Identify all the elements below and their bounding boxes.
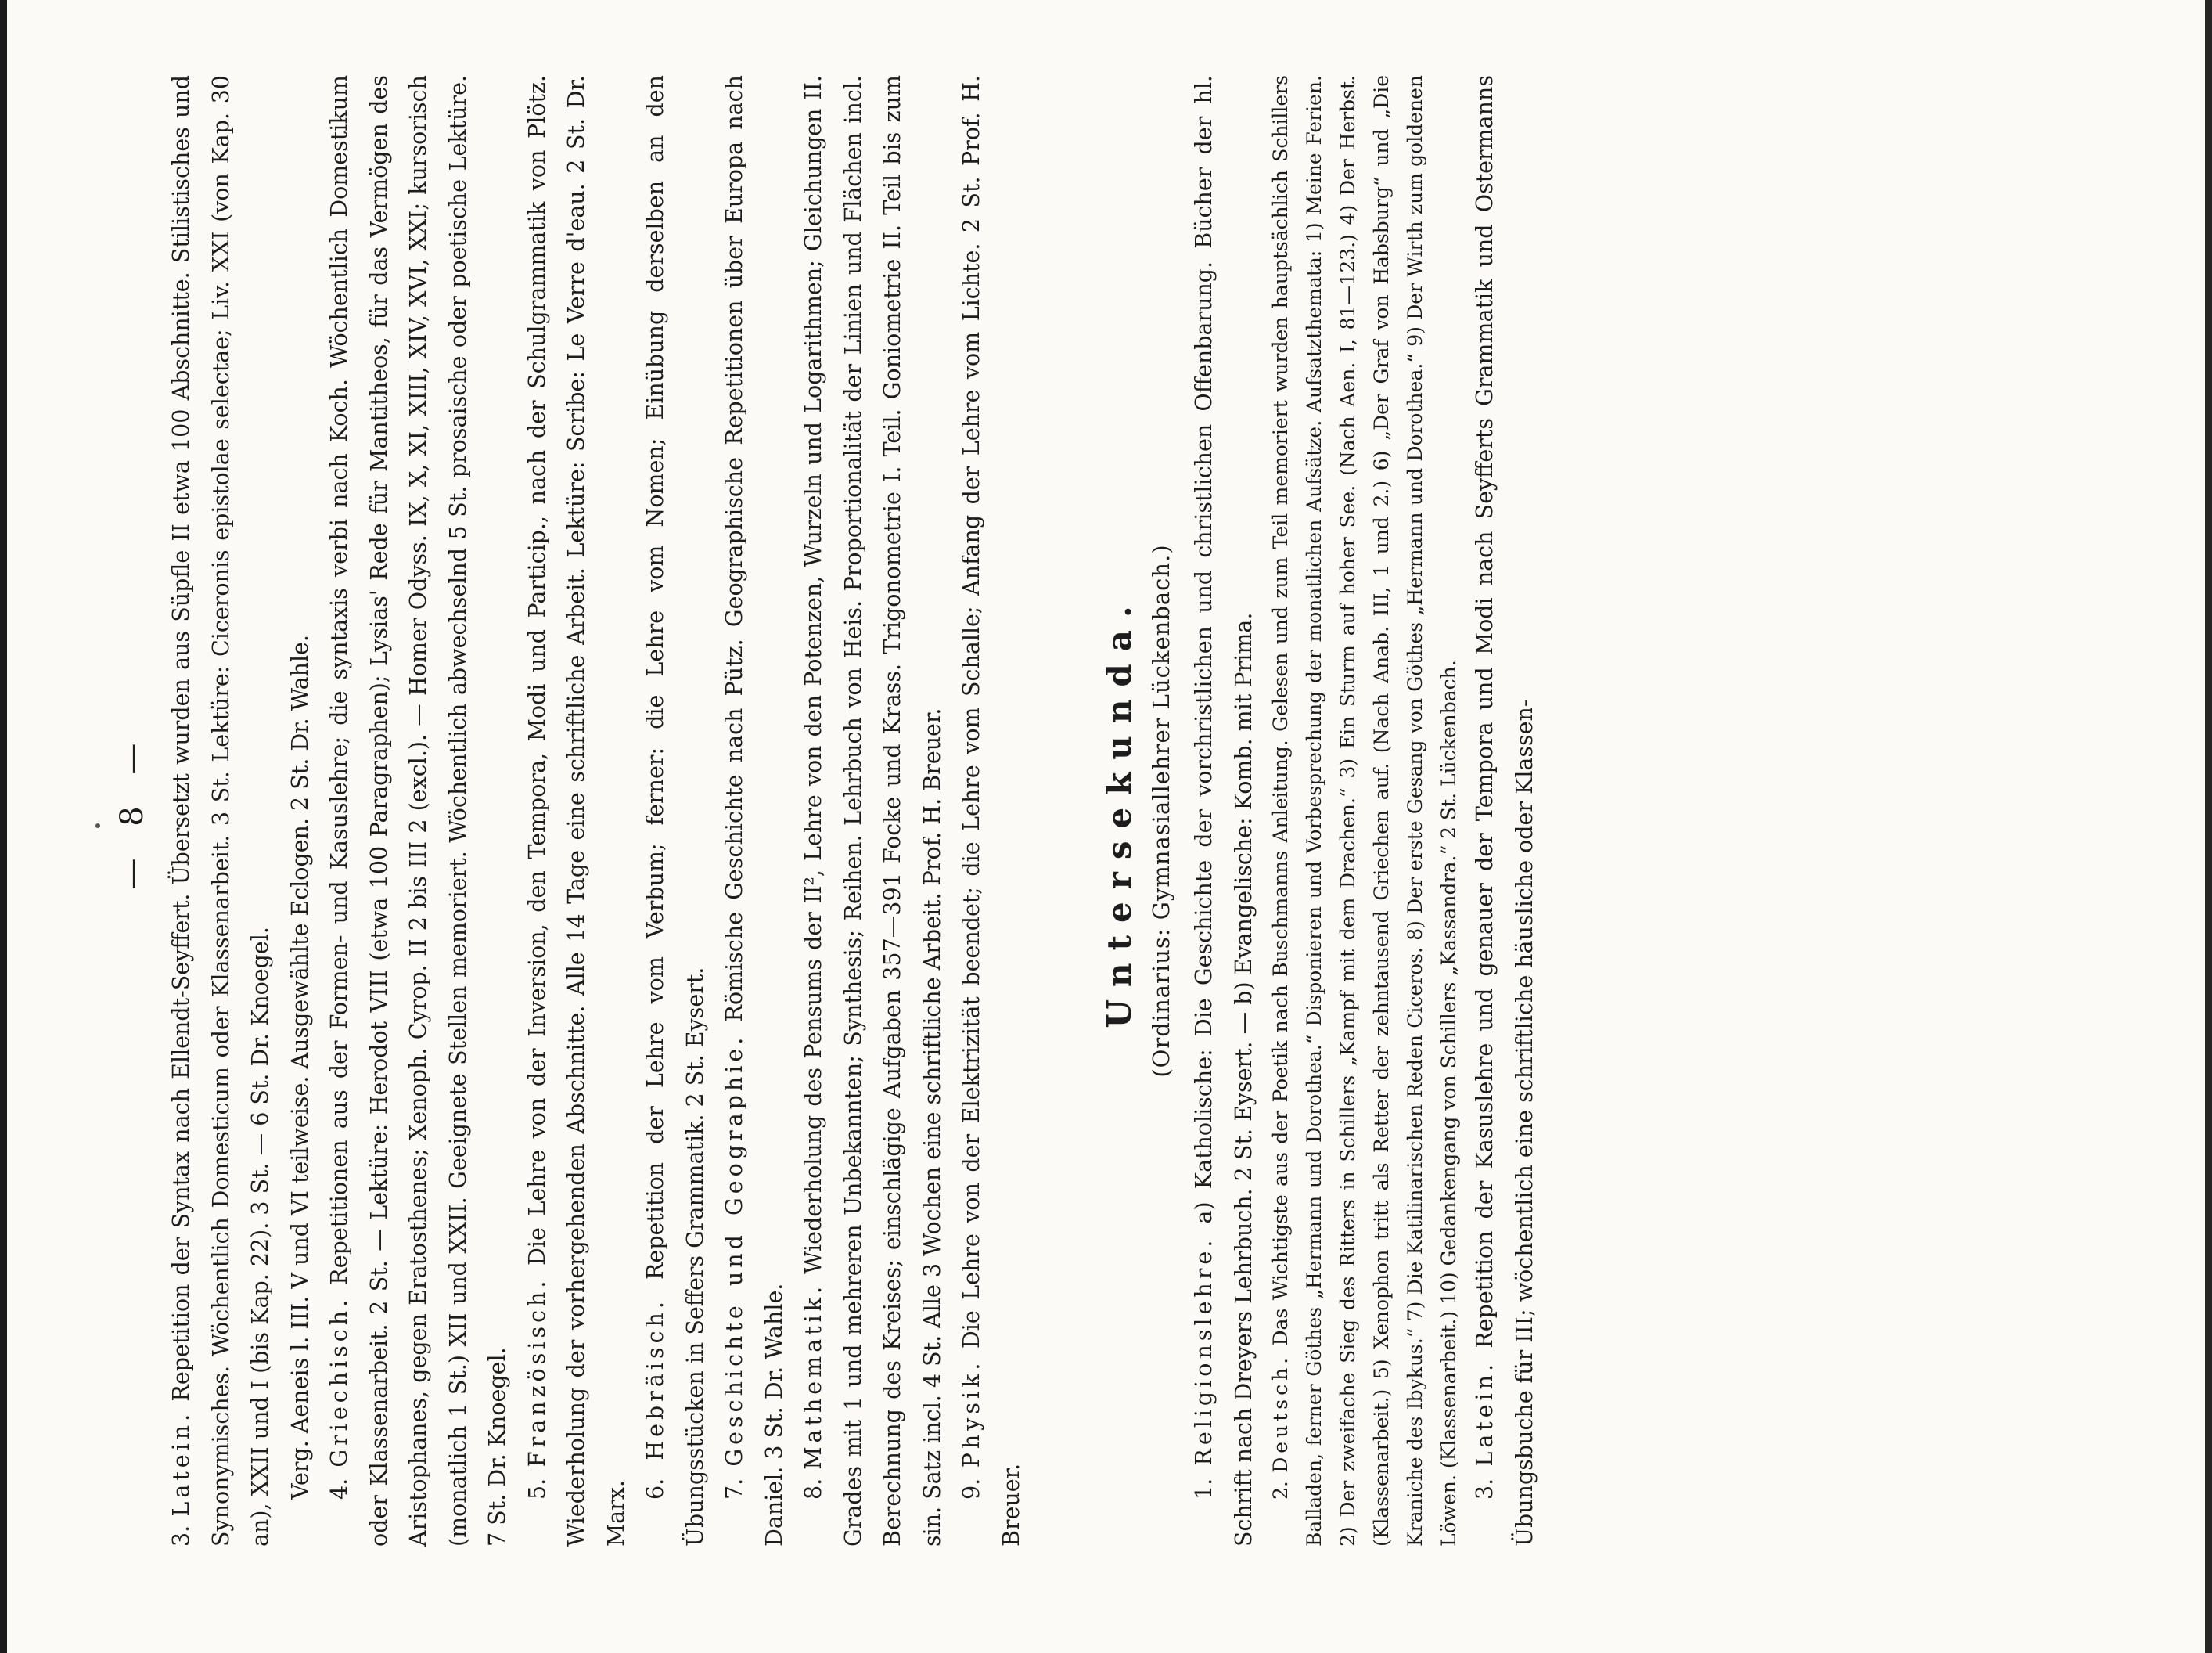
scan-edge-right (2205, 0, 2212, 1653)
paragraph-greek (320, 75, 518, 1547)
scan-edge-left (0, 0, 7, 1653)
paragraph-body: Repetition der Syntax nach Ellendt-Seyffert. Übersetzt wurden aus Süpfle II etwa 100 Abschnitte. Stilistisches und Synonymisches. Wöchentlich Domesticum oder Klassenarbeit. 3 St. Lektüre: Ciceronis epistolae selectae; Liv. XXI (von Kap. 30 an), XXII und I (bis Kap. 22). 3 St. — 6 St. Dr. Knoegel. (168, 74, 273, 1547)
subject-title: Physik. (959, 1359, 984, 1468)
paragraph-number: 1. (1191, 1478, 1217, 1500)
paragraph-history (715, 75, 794, 1547)
paragraph-religion (1185, 75, 1264, 1547)
subject-title: Hebräisch. (642, 1298, 668, 1460)
subject-title: Mathematik. (800, 1282, 826, 1470)
paragraph-number: 7. (721, 1478, 747, 1500)
section-subheading: (Ordinarius: Gymnasiallehrer Lückenbach.) (1148, 544, 1174, 1078)
subject-title: Religionslehre. (1191, 1236, 1217, 1466)
subject-title: Französisch. (523, 1277, 550, 1468)
paragraph-hebrew (636, 75, 715, 1547)
paragraph-physics (952, 75, 1031, 1547)
paragraph-number: 9. (959, 1478, 984, 1500)
paragraph-number: 4. (326, 1478, 352, 1500)
paragraph-body: Repetition der Lehre vom Verbum; ferner: die Lehre vom Nomen; Einübung derselben an den Übungsstücken in Seffers Grammatik. 2 St. Eysert. (642, 75, 708, 1547)
paragraph-latin-untersekunda (1466, 75, 1545, 1547)
scanned-page (7, 0, 2205, 1653)
paragraph-body: a) Katholische: Die Geschichte der vorchristlichen und christlichen Offenbarung. Bücher der hl. Schrift nach Dreyers Lehrbuch. 2 St. Eysert. — b) Evangelische: Komb. mit Prima. (1191, 75, 1257, 1547)
ink-spot (95, 823, 100, 828)
subject-title: Latein. (168, 1410, 194, 1517)
paragraph-body: Repetition der Kasuslehre und genauer der Tempora und Modi nach Seyfferts Grammatik und Ostermanns Übungsbuche für III; wöchentlich eine schriftliche häusliche oder Klassen- (1472, 74, 1538, 1547)
paragraph-body: Wiederholung des Pensums der II², Lehre von den Potenzen, Wurzeln und Logarithmen; Gleichungen II. Grades mit 1 und mehreren Unbekannten; Synthesis; Reihen. Lehrbuch von Heis. Proportionalität der Linien und Flächen incl. Berechnung des Kreises; einschlägige Aufgaben 357—391 Focke und Krass. Trigonometrie I. Teil. Goniometrie II. Teil bis zum sin. Satz incl. 4 St. Alle 3 Wochen eine schriftliche Arbeit. Prof. H. Breuer. (800, 74, 945, 1547)
paragraph-body: Repetitionen aus der Formen- und Kasuslehre; die syntaxis verbi nach Koch. Wöchentlich Domestikum oder Klassenarbeit. 2 St. — Lektüre: Herodot VIII (etwa 100 Paragraphen); Lysias' Rede für Mantitheos, für das Vermögen des Aristophanes, gegen Eratosthenes; Xenoph. Cyrop. II 2 bis III 2 (excl.). — Homer Odyss. IX, X, XI, XIII, XIV, XVI, XXI; kursorisch (monatlich 1 St.) XII und XXII. Geeignete Stellen memoriert. Wöchentlich abwechselnd 5 St. prosaische oder poetische Lektüre. 7 St. Dr. Knoegel. (326, 74, 510, 1547)
paragraph-number: 6. (642, 1478, 668, 1500)
paragraph-vergil (281, 75, 321, 1547)
paragraph-mathematics (794, 75, 952, 1547)
paragraph-body: Das Wichtigste aus der Poetik nach Buschmanns Anleitung. Gelesen und zum Teil memoriert wurden hauptsächlich Schillers Balladen, ferner Göthes „Hermann und Dorothea.“ Disponieren und Vorbesprechung der monatlichen Aufsätze. Aufsatzthemata: 1) Meine Ferien. 2) Der zweifache Sieg des Ritters in Schillers „Kampf mit dem Drachen.“ 3) Ein Sturm auf hoher See. (Nach Aen. I, 81—123.) 4) Der Herbst. (Klassenarbeit.) 5) Xenophon tritt als Retter der zehntausend Griechen auf. (Nach Anab. III, 1 und 2.) 6) „Der Graf von Habsburg“ und „Die Kraniche des Ibykus.“ 7) Die Katilinarischen Reden Ciceros. 8) Der erste Gesang von Göthes „Hermann und Dorothea.“ 9) Der Wirth zum goldenen Löwen. (Klassenarbeit.) 10) Gedankengang von Schillers „Kassandra.“ 2 St. Lückenbach. (1269, 74, 1460, 1547)
paragraph-number: 3. (1472, 1478, 1498, 1500)
paragraph-number: 8. (800, 1478, 826, 1500)
paragraph-body: Verg. Aeneis l. III. V und VI teilweise. Ausgewählte Eclogen. 2 St. Dr. Wahle. (286, 635, 313, 1500)
paragraph-body: Die Lehre von der Elektrizität beendet; die Lehre vom Schalle; Anfang der Lehre vom Lichte. 2 St. Prof. H. Breuer. (959, 74, 1024, 1547)
paragraph-body: Römische Geschichte nach Pütz. Geographische Repetitionen über Europa nach Daniel. 3 St. Dr. Wahle. (721, 75, 787, 1547)
section-heading: Untersekunda. (1100, 593, 1138, 1028)
subject-title: Geschichte und Geographie. (721, 1033, 747, 1467)
rotated-text-block (114, 74, 1538, 1547)
subject-title: Griechisch. (326, 1295, 352, 1468)
subject-title: Deutsch. (1269, 1353, 1292, 1473)
paragraph-body: Die Lehre von der Inversion, den Tempora, Modi und Particip., nach der Schulgrammatik von Plötz. Wiederholung der vorhergehenden Abschnitte. Alle 14 Tage eine schriftliche Arbeit. Lektüre: Scribe: Le Verre d'eau. 2 St. Dr. Marx. (523, 75, 629, 1547)
paragraph-number: 5. (523, 1478, 550, 1500)
page-number: — 8 — (114, 732, 150, 890)
paragraph-latin (162, 75, 281, 1547)
subject-title: Latein. (1472, 1359, 1498, 1467)
paragraph-number: 3. (168, 1525, 194, 1547)
paragraph-french (518, 75, 637, 1547)
paragraph-number: 2. (1269, 1481, 1292, 1500)
paragraph-german (1264, 75, 1466, 1547)
